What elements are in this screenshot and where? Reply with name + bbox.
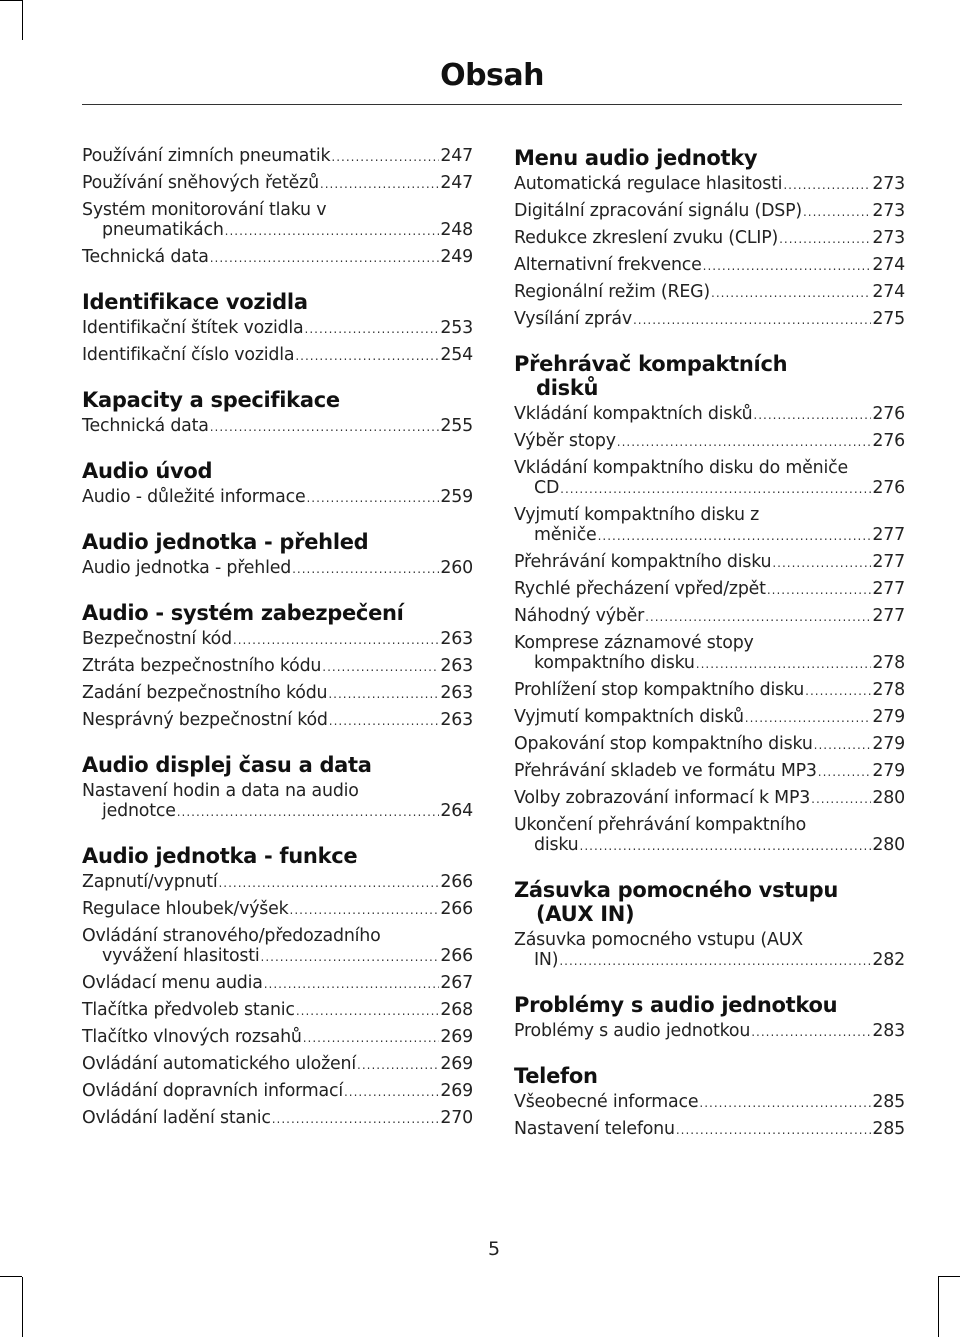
toc-entry-title: Vyjmutí kompaktních disků — [514, 707, 744, 727]
section-heading — [514, 146, 905, 170]
toc-entry-title: Komprese záznamové stopy — [514, 633, 754, 653]
section-heading-line: Audio jednotka - přehled — [82, 530, 369, 554]
toc-entry-row — [514, 788, 905, 809]
toc-entry-title: vyvážení hlasitosti — [102, 946, 260, 966]
toc-entry[interactable] — [82, 487, 473, 508]
toc-entry[interactable] — [82, 558, 473, 579]
toc-page-number: 279 — [872, 761, 905, 781]
section-heading — [514, 993, 905, 1017]
dot-leader — [233, 630, 439, 650]
toc-entry-title: kompaktního disku — [534, 653, 695, 673]
dot-leader — [818, 762, 872, 782]
dot-leader — [272, 1109, 440, 1129]
toc-entry-row — [82, 946, 473, 967]
dot-leader — [261, 947, 440, 967]
dot-leader — [290, 900, 440, 920]
toc-entry-row — [82, 656, 473, 677]
toc-entry[interactable] — [82, 899, 473, 920]
toc-entry-row — [82, 899, 473, 920]
toc-entry-title: CD — [534, 478, 560, 498]
toc-page-number: 280 — [872, 788, 905, 808]
toc-entry[interactable] — [514, 1119, 905, 1140]
toc-entry-title: Používání sněhových řetězů — [82, 173, 319, 193]
toc-page-number: 263 — [440, 629, 473, 649]
toc-entry-title: pneumatikách — [102, 220, 224, 240]
crop-mark — [938, 1276, 960, 1277]
toc-entry-title: Náhodný výběr — [514, 606, 645, 626]
toc-entry[interactable] — [514, 606, 905, 627]
toc-entry-row — [514, 761, 905, 782]
dot-leader — [344, 1082, 439, 1102]
section-heading — [82, 844, 473, 868]
toc-entry[interactable] — [514, 680, 905, 701]
crop-mark — [938, 1277, 939, 1337]
dot-leader — [296, 1001, 440, 1021]
toc-entry-row — [82, 801, 473, 822]
section-heading — [82, 753, 473, 777]
toc-entry[interactable] — [514, 431, 905, 452]
dot-leader — [711, 283, 871, 303]
toc-entry-row — [514, 282, 905, 303]
toc-entry-title: Vyjmutí kompaktního disku z — [514, 505, 760, 525]
toc-entry-title: Používání zimních pneumatik — [82, 146, 331, 166]
toc-entry[interactable] — [514, 255, 905, 276]
dot-leader — [699, 1093, 871, 1113]
toc-entry-row — [514, 552, 905, 573]
toc-page-number: 276 — [872, 431, 905, 451]
toc-entry[interactable] — [514, 761, 905, 782]
dot-leader — [560, 479, 871, 499]
toc-entry-title: Technická data — [82, 247, 209, 267]
toc-page-number: 266 — [440, 899, 473, 919]
toc-entry-title: IN) — [534, 950, 559, 970]
section-heading-line: Zásuvka pomocného vstupu — [514, 878, 839, 902]
toc-intro-list — [82, 146, 473, 268]
toc-entry-title: Vysílání zpráv — [514, 309, 632, 329]
toc-entry-title: Zapnutí/vypnutí — [82, 872, 218, 892]
toc-entry[interactable] — [82, 781, 473, 822]
dot-leader — [210, 417, 440, 437]
toc-entry-row — [514, 309, 905, 330]
toc-entry-title: disku — [534, 835, 579, 855]
toc-entry[interactable] — [82, 200, 473, 241]
toc-entry-row — [514, 525, 905, 546]
dot-leader — [218, 873, 439, 893]
toc-entry-title: Automatická regulace hlasitosti — [514, 174, 783, 194]
dot-leader — [225, 221, 440, 241]
toc-entry-title: Volby zobrazování informací k MP3 — [514, 788, 811, 808]
section-heading — [514, 1064, 905, 1088]
toc-entry[interactable] — [82, 683, 473, 704]
toc-entry[interactable] — [514, 505, 905, 546]
toc-entry[interactable] — [514, 201, 905, 222]
dot-leader — [803, 202, 871, 222]
toc-page-number: 273 — [872, 228, 905, 248]
toc-page-number: 274 — [872, 255, 905, 275]
toc-page-number: 269 — [440, 1081, 473, 1101]
toc-section — [82, 459, 473, 508]
dot-leader — [805, 681, 871, 701]
toc-entry-row — [82, 872, 473, 893]
dot-leader — [295, 346, 439, 366]
toc-entry[interactable] — [514, 930, 905, 971]
dot-leader — [753, 405, 871, 425]
toc-entry-row — [82, 173, 473, 194]
toc-page-number: 285 — [872, 1092, 905, 1112]
toc-entry-title: Digitální zpracování signálu (DSP) — [514, 201, 802, 221]
dot-leader — [328, 684, 439, 704]
toc-entry[interactable] — [82, 1108, 473, 1129]
toc-entry-title: Vkládání kompaktních disků — [514, 404, 753, 424]
dot-leader — [177, 802, 440, 822]
dot-leader — [264, 974, 440, 994]
toc-section — [82, 601, 473, 731]
toc-entry-row — [82, 683, 473, 704]
toc-entry[interactable] — [514, 174, 905, 195]
section-heading-line: Identifikace vozidla — [82, 290, 308, 314]
dot-leader — [210, 248, 440, 268]
toc-entry[interactable] — [82, 1027, 473, 1048]
toc-entry[interactable] — [82, 973, 473, 994]
section-heading-line: (AUX IN) — [536, 902, 635, 926]
toc-page-number: 275 — [872, 309, 905, 329]
toc-page-number: 278 — [872, 653, 905, 673]
toc-entry-title: Přehrávání kompaktního disku — [514, 552, 772, 572]
toc-entry-row — [82, 629, 473, 650]
toc-page-number: 283 — [872, 1021, 905, 1041]
dot-leader — [751, 1022, 871, 1042]
crop-mark — [22, 1277, 23, 1337]
toc-entry-title: Identifikační číslo vozidla — [82, 345, 295, 365]
section-heading — [82, 388, 473, 412]
toc-page-number: 248 — [440, 220, 473, 240]
dot-leader — [598, 526, 872, 546]
toc-entry-title: Ztráta bezpečnostního kódu — [82, 656, 322, 676]
toc-entry[interactable] — [82, 146, 473, 167]
left-column — [82, 146, 473, 1151]
toc-entry-title: Ovládání ladění stanic — [82, 1108, 271, 1128]
toc-page-number: 270 — [440, 1108, 473, 1128]
section-heading-line: Problémy s audio jednotkou — [514, 993, 838, 1017]
dot-leader — [676, 1120, 872, 1140]
toc-entry-title: Audio jednotka - přehled — [82, 558, 292, 578]
section-heading — [82, 601, 473, 625]
toc-page-number: 263 — [440, 710, 473, 730]
toc-entry[interactable] — [82, 247, 473, 268]
dot-leader — [559, 951, 871, 971]
toc-page-number: 249 — [440, 247, 473, 267]
dot-leader — [617, 432, 872, 452]
toc-entry[interactable] — [82, 1081, 473, 1102]
toc-page-number: 255 — [440, 416, 473, 436]
toc-entry-row — [82, 1054, 473, 1075]
toc-page-number: 260 — [440, 558, 473, 578]
toc-entry-row — [82, 345, 473, 366]
section-heading — [82, 290, 473, 314]
toc-entry[interactable] — [514, 404, 905, 425]
page-title: Obsah — [440, 58, 544, 93]
toc-entry-title: Nesprávný bezpečnostní kód — [82, 710, 328, 730]
toc-entry-row — [514, 1092, 905, 1113]
toc-entry-row — [82, 416, 473, 437]
section-heading — [82, 459, 473, 483]
toc-entry-row — [514, 174, 905, 195]
toc-page-number: 263 — [440, 656, 473, 676]
toc-entry-title: Vkládání kompaktního disku do měniče — [514, 458, 848, 478]
dot-leader — [306, 488, 439, 508]
toc-entry-row — [514, 734, 905, 755]
toc-page-number: 282 — [872, 950, 905, 970]
section-heading-line: Telefon — [514, 1064, 598, 1088]
toc-entry-title: Všeobecné informace — [514, 1092, 699, 1112]
toc-entry-title: Zásuvka pomocného vstupu (AUX — [514, 930, 803, 950]
toc-entry-title: Bezpečnostní kód — [82, 629, 232, 649]
toc-entry-title: Opakování stop kompaktního disku — [514, 734, 813, 754]
section-heading-line: Audio - systém zabezpečení — [82, 601, 404, 625]
toc-entry-row — [82, 973, 473, 994]
toc-entry-title: jednotce — [102, 801, 176, 821]
toc-entry-row — [514, 201, 905, 222]
toc-entry[interactable] — [82, 710, 473, 731]
dot-leader — [322, 657, 439, 677]
toc-entry-title: Tlačítko vlnových rozsahů — [82, 1027, 302, 1047]
toc-entry-title: Nastavení telefonu — [514, 1119, 675, 1139]
title-rule — [82, 104, 902, 105]
toc-entry[interactable] — [82, 345, 473, 366]
toc-entry[interactable] — [82, 926, 473, 967]
toc-section — [82, 844, 473, 1129]
toc-entry-title: Regulace hloubek/výšek — [82, 899, 289, 919]
section-heading-line: Audio jednotka - funkce — [82, 844, 358, 868]
dot-leader — [772, 553, 871, 573]
crop-mark — [22, 0, 23, 40]
dot-leader — [633, 310, 871, 330]
toc-entry-row — [82, 487, 473, 508]
toc-entry-row — [514, 950, 905, 971]
dot-leader — [783, 175, 871, 195]
toc-entry[interactable] — [514, 633, 905, 674]
toc-entry-title: Technická data — [82, 416, 209, 436]
toc-entry-row — [514, 653, 905, 674]
toc-page-number: 276 — [872, 478, 905, 498]
section-heading-line: disků — [536, 376, 599, 400]
toc-section — [514, 352, 905, 856]
toc-section — [514, 993, 905, 1042]
toc-entry[interactable] — [82, 173, 473, 194]
toc-entry-row — [82, 1108, 473, 1129]
section-heading-line: Kapacity a specifikace — [82, 388, 340, 412]
section-heading-line: Audio úvod — [82, 459, 213, 483]
toc-entry-title: Prohlížení stop kompaktního disku — [514, 680, 805, 700]
toc-page-number: 259 — [440, 487, 473, 507]
toc-page-number: 279 — [872, 734, 905, 754]
toc-entry-title: Regionální režim (REG) — [514, 282, 711, 302]
toc-page-number: 278 — [872, 680, 905, 700]
dot-leader — [305, 319, 440, 339]
toc-entry[interactable] — [82, 1000, 473, 1021]
toc-page-number: 276 — [872, 404, 905, 424]
toc-page-number: 285 — [872, 1119, 905, 1139]
toc-section — [514, 878, 905, 971]
section-heading — [514, 352, 905, 400]
toc-entry[interactable] — [82, 656, 473, 677]
toc-entry-row — [82, 247, 473, 268]
toc-page-number: 273 — [872, 201, 905, 221]
toc-entry[interactable] — [514, 309, 905, 330]
toc-section — [82, 753, 473, 822]
toc-entry[interactable] — [514, 734, 905, 755]
dot-leader — [811, 789, 871, 809]
toc-entry-row — [82, 710, 473, 731]
toc-entry-title: Ukončení přehrávání kompaktního — [514, 815, 807, 835]
toc-entry[interactable] — [82, 416, 473, 437]
toc-page-number: 277 — [872, 606, 905, 626]
toc-entry-row — [82, 1081, 473, 1102]
toc-entry-title: Ovládací menu audia — [82, 973, 263, 993]
dot-leader — [814, 735, 872, 755]
toc-page-number: 247 — [440, 146, 473, 166]
toc-entry-title: Identifikační štítek vozidla — [82, 318, 304, 338]
toc-entry-title: Rychlé přecházení vpřed/zpět — [514, 579, 766, 599]
dot-leader — [320, 174, 440, 194]
toc-page-number: 264 — [440, 801, 473, 821]
toc-entry-row — [514, 404, 905, 425]
toc-section — [514, 1064, 905, 1140]
toc-entry-row — [514, 680, 905, 701]
toc-entry[interactable] — [82, 1054, 473, 1075]
toc-page-number: 247 — [440, 173, 473, 193]
toc-page-number: 267 — [440, 973, 473, 993]
toc-entry[interactable] — [514, 815, 905, 856]
toc-page-number: 277 — [872, 552, 905, 572]
crop-mark — [0, 1276, 22, 1277]
toc-section — [82, 388, 473, 437]
toc-page-number: 266 — [440, 946, 473, 966]
toc-entry-row — [82, 220, 473, 241]
toc-page-number: 266 — [440, 872, 473, 892]
crop-mark — [0, 0, 22, 1]
dot-leader — [745, 708, 872, 728]
toc-entry-row — [514, 431, 905, 452]
toc-entry-title: Ovládání stranového/předozadního — [82, 926, 381, 946]
toc-entry[interactable] — [514, 1092, 905, 1113]
toc-entry-title: Nastavení hodin a data na audio — [82, 781, 359, 801]
dot-leader — [292, 559, 439, 579]
toc-entry-row — [82, 318, 473, 339]
toc-entry-row — [82, 146, 473, 167]
toc-entry-row — [514, 255, 905, 276]
dot-leader — [767, 580, 872, 600]
toc-page-number: 269 — [440, 1027, 473, 1047]
toc-entry-title: Ovládání dopravních informací — [82, 1081, 343, 1101]
dot-leader — [703, 256, 872, 276]
toc-page-number: 263 — [440, 683, 473, 703]
toc-entry-title: Přehrávání skladeb ve formátu MP3 — [514, 761, 817, 781]
toc-entry[interactable] — [514, 1021, 905, 1042]
toc-entry-row — [514, 1119, 905, 1140]
section-heading-line: Přehrávač kompaktních — [514, 352, 788, 376]
toc-page-number: 269 — [440, 1054, 473, 1074]
section-heading — [82, 530, 473, 554]
page-number: 5 — [487, 1238, 501, 1260]
toc-entry-title: měniče — [534, 525, 597, 545]
toc-page-number: 253 — [440, 318, 473, 338]
toc-entry[interactable] — [82, 318, 473, 339]
toc-entry-title: Audio - důležité informace — [82, 487, 306, 507]
toc-page-number: 279 — [872, 707, 905, 727]
toc-entry-title: Výběr stopy — [514, 431, 616, 451]
section-heading-line: Audio displej času a data — [82, 753, 372, 777]
toc-page-number: 277 — [872, 579, 905, 599]
toc-entry-row — [514, 1021, 905, 1042]
right-column — [514, 146, 905, 1162]
toc-entry[interactable] — [514, 458, 905, 499]
toc-entry-title: Tlačítka předvoleb stanic — [82, 1000, 295, 1020]
toc-entry-row — [82, 1027, 473, 1048]
toc-page-number: 277 — [872, 525, 905, 545]
toc-entry[interactable] — [82, 629, 473, 650]
toc-entry-title: Ovládání automatického uložení — [82, 1054, 357, 1074]
toc-entry-title: Zadání bezpečnostního kódu — [82, 683, 328, 703]
dot-leader — [696, 654, 872, 674]
toc-entry-row — [514, 478, 905, 499]
toc-entry[interactable] — [514, 228, 905, 249]
toc-page-number: 280 — [872, 835, 905, 855]
dot-leader — [329, 711, 440, 731]
dot-leader — [580, 836, 872, 856]
toc-entry-row — [514, 707, 905, 728]
toc-entry-title: Alternativní frekvence — [514, 255, 702, 275]
section-heading-line: Menu audio jednotky — [514, 146, 758, 170]
toc-entry-title: Problémy s audio jednotkou — [514, 1021, 751, 1041]
toc-section — [82, 290, 473, 366]
toc-entry[interactable] — [514, 579, 905, 600]
dot-leader — [357, 1055, 439, 1075]
toc-entry[interactable] — [514, 707, 905, 728]
toc-entry-row — [514, 835, 905, 856]
toc-entry[interactable] — [514, 788, 905, 809]
toc-page-number: 268 — [440, 1000, 473, 1020]
dot-leader — [645, 607, 871, 627]
toc-page-number: 273 — [872, 174, 905, 194]
section-heading — [514, 878, 905, 926]
toc-entry[interactable] — [514, 552, 905, 573]
dot-leader — [779, 229, 871, 249]
toc-entry-title: Systém monitorování tlaku v — [82, 200, 327, 220]
toc-entry-row — [82, 1000, 473, 1021]
toc-page-number: 274 — [872, 282, 905, 302]
toc-entry[interactable] — [514, 282, 905, 303]
dot-leader — [303, 1028, 440, 1048]
toc-entry[interactable] — [82, 872, 473, 893]
toc-entry-row — [514, 606, 905, 627]
toc-entry-title: Redukce zkreslení zvuku (CLIP) — [514, 228, 779, 248]
toc-page-number: 254 — [440, 345, 473, 365]
toc-section — [82, 530, 473, 579]
toc-entry-row — [82, 558, 473, 579]
toc-entry-row — [514, 579, 905, 600]
toc-entry-row — [514, 228, 905, 249]
toc-section — [514, 146, 905, 330]
dot-leader — [331, 147, 439, 167]
